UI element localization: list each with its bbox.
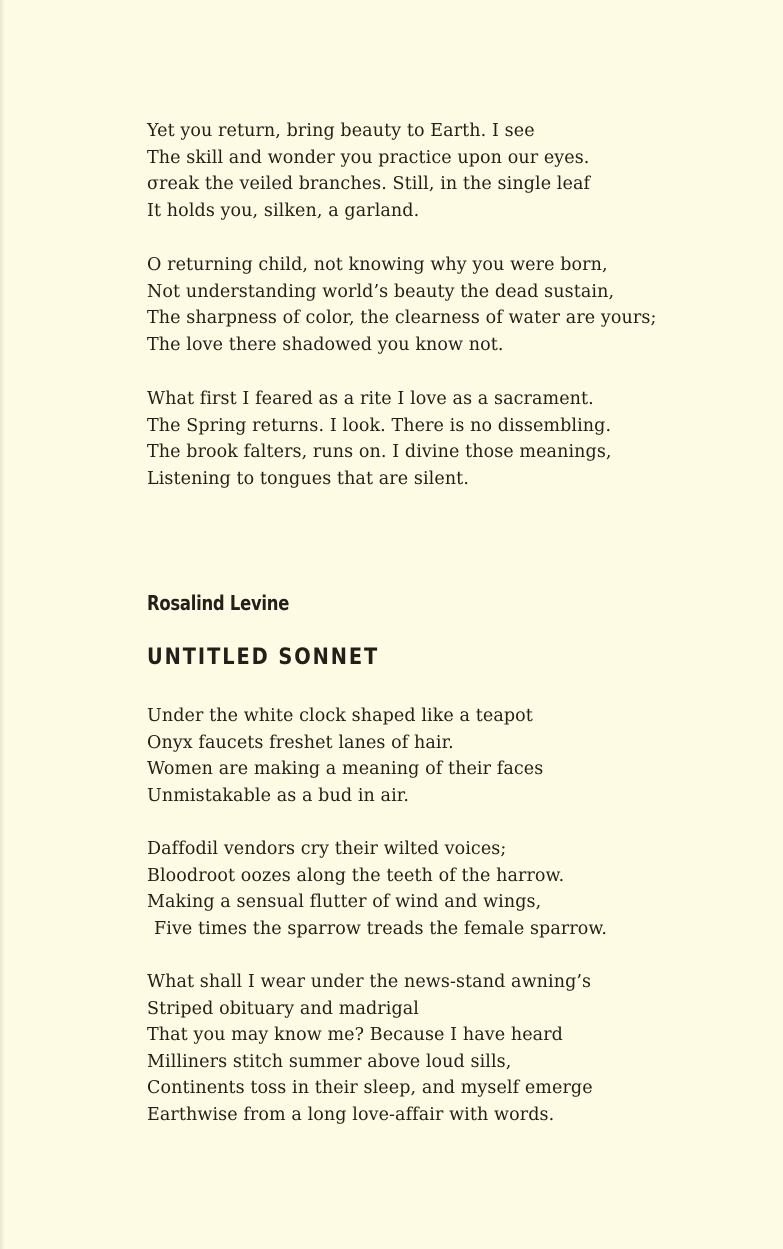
poem-line: Continents toss in their sleep, and myself emerge — [147, 1078, 593, 1098]
poem-line: Earthwise from a long love-affair with words. — [147, 1104, 555, 1125]
poem-line: Listening to tongues that are silent. — [147, 468, 469, 489]
stanza — [147, 836, 607, 942]
stanza — [147, 118, 590, 224]
poem-line: It holds you, silken, a garland. — [147, 200, 420, 221]
poem-line: Five times the sparrow treads the female sparrow. — [154, 918, 608, 939]
poem-line: σreak the veiled branches. Still, in the single leaf — [147, 174, 591, 194]
stanza — [147, 703, 543, 809]
poem-line: Making a sensual flutter of wind and wings, — [147, 892, 542, 912]
poem-line: That you may know me? Because I have heard — [147, 1025, 563, 1045]
author-name: Rosalind Levine — [147, 591, 290, 615]
poem-line: Yet you return, bring beauty to Earth. I see — [147, 121, 535, 141]
poem-line: The brook falters, runs on. I divine those meanings, — [147, 442, 612, 462]
poem-line: Daffodil vendors cry their wilted voices; — [147, 839, 507, 859]
poem-line: The Spring returns. I look. There is no dissembling. — [147, 415, 612, 436]
poem-line: Onyx faucets freshet lanes of hair. — [147, 732, 454, 753]
stanza — [147, 969, 593, 1128]
poem-line: What shall I wear under the news-stand awning’s — [147, 972, 592, 992]
poem-line: The love there shadowed you know not. — [147, 334, 504, 355]
poem-line: O returning child, not knowing why you were born, — [147, 255, 608, 275]
poem-line: Under the white clock shaped like a teapot — [147, 706, 533, 726]
poem-line: Striped obituary and madrigal — [147, 998, 419, 1019]
poem-line: What first I feared as a rite I love as a sacrament. — [147, 389, 594, 409]
poem-line: Women are making a meaning of their faces — [147, 759, 544, 779]
poem-line: The skill and wonder you practice upon our eyes. — [147, 147, 590, 168]
poem-line: Milliners stitch summer above loud sills, — [147, 1051, 512, 1072]
poem-title: UNTITLED SONNET — [147, 645, 380, 670]
poem-line: Not understanding world’s beauty the dead sustain, — [147, 281, 615, 302]
page-edge-shadow — [0, 0, 5, 1249]
stanza — [147, 252, 656, 358]
poem-line: The sharpness of color, the clearness of water are yours; — [147, 308, 657, 328]
stanza — [147, 386, 612, 492]
poem-line: Bloodroot oozes along the teeth of the harrow. — [147, 865, 565, 886]
poem-line: Unmistakable as a bud in air. — [147, 785, 409, 806]
